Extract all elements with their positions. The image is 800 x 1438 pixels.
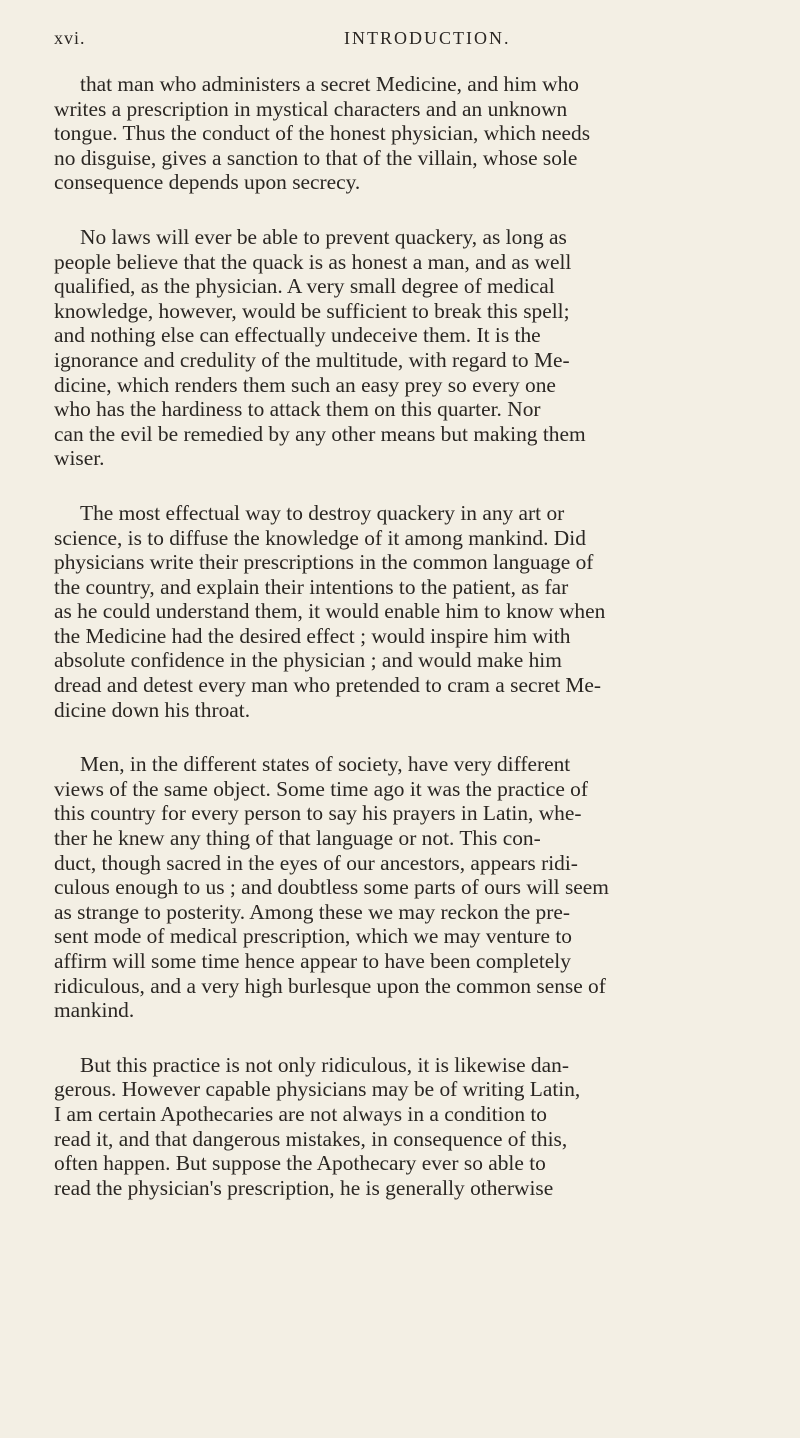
text-line: gerous. However capable physicians may be of writing Latin, [54,1077,581,1102]
text-line: affirm will some time hence appear to have been completely [54,949,571,973]
text-line: Men, in the different states of society, have very different [80,752,571,777]
text-line: wiser. [54,446,105,471]
text-line: and nothing else can effectually undeceive them. It is the [54,323,541,348]
text-line: dread and detest every man who pretended to cram a secret Me- [54,673,601,698]
text-line: tongue. Thus the conduct of the honest physician, which needs [54,121,591,146]
text-line: as strange to posterity. Among these we may reckon the pre- [54,899,570,924]
page-header [54,28,756,72]
text-line: No laws will ever be able to prevent quackery, as long as [80,224,567,249]
text-line: that man who administers a secret Medicine, and him who [80,72,579,96]
text-line: who has the hardiness to attack them on this quarter. Nor [54,397,541,422]
text-line: ther he knew any thing of that language or not. This con- [54,826,541,851]
text-line: views of the same object. Some time ago it was the practice of [54,776,589,801]
text-line: read the physician's prescription, he is generally otherwise [54,1175,554,1200]
text-line: the country, and explain their intentions to the patient, as far [54,574,569,599]
text-line: knowledge, however, would be sufficient to break this spell; [54,298,570,323]
text-line: absolute confidence in the physician ; and would make him [54,648,562,673]
text-line: dicine, which renders them such an easy prey so every one [54,372,556,397]
paragraph [54,501,756,722]
paragraph [54,752,756,1023]
body-text [54,72,756,1200]
text-line: ignorance and credulity of the multitude, with regard to Me- [54,347,570,372]
text-line: read it, and that dangerous mistakes, in consequence of this, [54,1126,568,1151]
paragraph [54,72,756,195]
text-line: duct, though sacred in the eyes of our ancestors, appears ridi- [54,850,578,875]
text-line: physicians write their prescriptions in the common language of [54,550,594,575]
text-line: qualified, as the physician. A very small degree of medical [54,274,555,299]
text-line: consequence depends upon secrecy. [54,170,361,195]
text-line: this country for every person to say his prayers in Latin, whe- [54,801,582,826]
text-line: science, is to diffuse the knowledge of it among mankind. Did [54,525,586,550]
page-number: xvi. [54,28,86,48]
text-line: But this practice is not only ridiculous, it is likewise dan- [80,1052,569,1077]
text-line: The most effectual way to destroy quackery in any art or [80,500,565,525]
text-line: sent mode of medical prescription, which we may venture to [54,924,572,949]
text-line: mankind. [54,998,135,1023]
text-line: no disguise, gives a sanction to that of the villain, whose sole [54,145,578,170]
text-line: can the evil be remedied by any other means but making them [54,421,586,446]
paragraph [54,225,756,471]
text-line: ridiculous, and a very high burlesque upon the common sense of [54,973,606,998]
text-line: often happen. But suppose the Apothecary ever so able to [54,1151,546,1176]
text-line: as he could understand them, it would enable him to know when [54,599,606,624]
text-line: writes a prescription in mystical characters and an unknown [54,96,568,121]
text-line: the Medicine had the desired effect ; would inspire him with [54,623,571,648]
paragraph [54,1053,756,1201]
running-head: INTRODUCTION. [344,28,511,48]
text-line: culous enough to us ; and doubtless some parts of ours will seem [54,875,609,900]
text-line: I am certain Apothecaries are not always in a condition to [54,1101,547,1126]
text-line: dicine down his throat. [54,697,251,722]
text-line: people believe that the quack is as honest a man, and as well [54,249,572,274]
